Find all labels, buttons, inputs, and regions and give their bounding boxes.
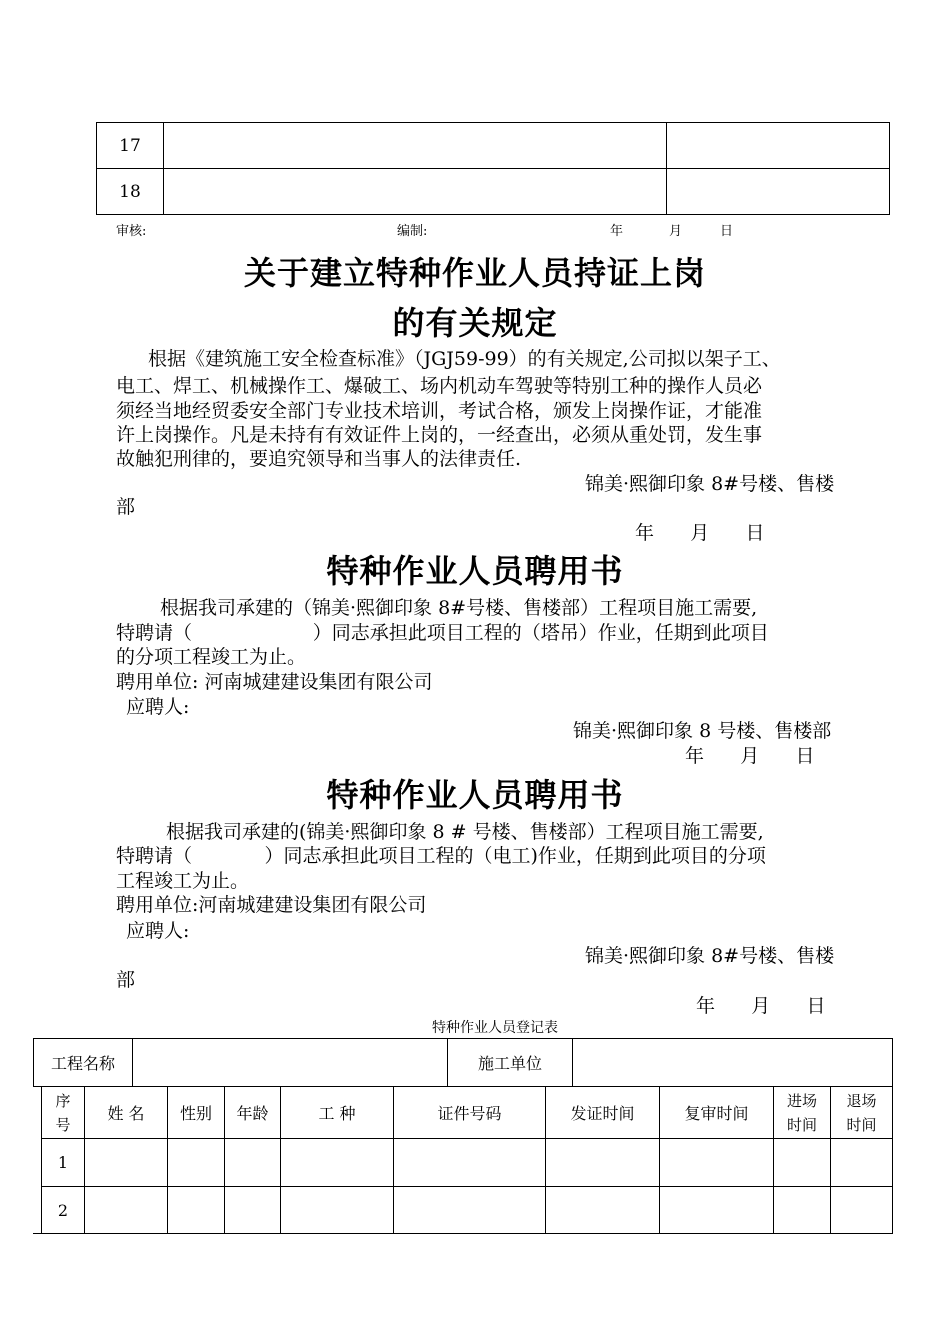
table-cell: [831, 1139, 893, 1187]
regulation-body-line: 根据《建筑施工安全检查标准》（JGJ59-99）的有关规定,公司拟以架子工、: [148, 348, 781, 370]
construction-unit-value: [573, 1039, 893, 1087]
letter1-line: 根据我司承建的（锦美·熙御印象 8#号楼、售楼部）工程项目施工需要,: [160, 597, 758, 619]
table-row: [97, 123, 890, 169]
header-exit-line1: 退场: [846, 1091, 877, 1110]
table-cell: [225, 1139, 281, 1187]
letter2-line: 工程竣工为止。: [116, 870, 250, 892]
regulation-title-line2: 的有关规定: [392, 304, 558, 342]
regulation-title-line1: 关于建立特种作业人员持证上岗: [243, 254, 706, 292]
table-cell: [281, 1187, 394, 1234]
register-table: [41, 1086, 893, 1234]
regulation-body-line: 须经当地经贸委安全部门专业技术培训，考试合格，颁发上岗操作证，才能准: [116, 400, 763, 422]
top-table: [96, 122, 890, 215]
table-cell: [225, 1187, 281, 1234]
row-number: 2: [42, 1187, 85, 1234]
letter2-signature-cont: 部: [116, 969, 136, 991]
table-row: [42, 1139, 893, 1187]
letter1-signature: 锦美·熙御印象 8 号楼、售楼部: [573, 720, 832, 742]
table-cell: [164, 123, 667, 169]
table-cell: [168, 1187, 225, 1234]
year-label: 年: [610, 224, 624, 239]
header-trade: 工 种: [281, 1087, 394, 1139]
header-cert: 证件号码: [394, 1087, 546, 1139]
letter2-line: 根据我司承建的(锦美·熙御印象 8 # 号楼、售楼部）工程项目施工需要,: [166, 821, 764, 843]
regulation-body-line: 电工、焊工、机械操作工、爆破工、场内机动车驾驶等特别工种的操作人员必: [116, 375, 763, 397]
header-no: [42, 1087, 85, 1139]
table-cell: [660, 1139, 774, 1187]
table-cell: [85, 1187, 168, 1234]
row-number: 18: [97, 169, 164, 215]
letter2-applicant: 应聘人:: [126, 920, 190, 942]
letter1-line: 的分项工程竣工为止。: [116, 646, 307, 668]
regulation-date: 年 月 日: [635, 522, 765, 544]
letter1-date: 年 月 日: [685, 745, 815, 767]
header-entry: [774, 1087, 831, 1139]
header-no-line1: 序: [55, 1091, 71, 1110]
table-cell: [394, 1187, 546, 1234]
table-cell: [546, 1139, 660, 1187]
project-name-value: [133, 1039, 448, 1087]
day-label: 日: [720, 224, 734, 239]
header-name: 姓 名: [85, 1087, 168, 1139]
regulation-signature: 锦美·熙御印象 8#号楼、售楼: [585, 473, 835, 495]
table-cell: [164, 169, 667, 215]
row-number: 1: [42, 1139, 85, 1187]
regulation-body-line: 许上岗操作。凡是未持有有效证件上岗的，一经查出，必须从重处罚，发生事: [116, 424, 763, 446]
table-cell: [168, 1139, 225, 1187]
compile-label: 编制:: [397, 224, 428, 239]
letter1-applicant: 应聘人:: [126, 696, 190, 718]
table-cell: [774, 1187, 831, 1234]
review-label: 审核:: [116, 224, 147, 239]
project-name-label: 工程名称: [34, 1039, 133, 1087]
letter2-date: 年 月 日: [696, 995, 826, 1017]
letter2-line: 特聘请（ ）同志承担此项目工程的（电工)作业，任期到此项目的分项: [116, 845, 766, 867]
letter1-line: 特聘请（ ）同志承担此项目工程的（塔吊）作业，任期到此项目: [116, 622, 769, 644]
construction-unit-label: 施工单位: [448, 1039, 573, 1087]
table-cell: [774, 1139, 831, 1187]
regulation-body-line: 故触犯刑律的，要追究领导和当事人的法律责任.: [116, 448, 522, 470]
table-cell: [85, 1139, 168, 1187]
letter1-title: 特种作业人员聘用书: [326, 552, 624, 590]
table-row: [97, 169, 890, 215]
header-review: 复审时间: [660, 1087, 774, 1139]
letter2-title: 特种作业人员聘用书: [326, 776, 624, 814]
header-age: 年龄: [225, 1087, 281, 1139]
letter2-employer: 聘用单位:河南城建建设集团有限公司: [116, 894, 427, 916]
header-gender: 性别: [168, 1087, 225, 1139]
table-row: [42, 1187, 893, 1234]
table-cell: [546, 1187, 660, 1234]
table-cell: [660, 1187, 774, 1234]
table-cell: [281, 1139, 394, 1187]
letter2-signature: 锦美·熙御印象 8#号楼、售楼: [585, 945, 835, 967]
table-cell: [667, 123, 890, 169]
table-cell: [667, 169, 890, 215]
month-label: 月: [669, 224, 683, 239]
header-no-line2: 号: [55, 1115, 71, 1134]
table-cell: [831, 1187, 893, 1234]
header-exit-line2: 时间: [846, 1115, 877, 1134]
register-header-table: [33, 1038, 893, 1087]
header-entry-line1: 进场: [786, 1091, 817, 1110]
regulation-signature-cont: 部: [116, 496, 136, 518]
divider: [33, 1233, 893, 1234]
row-number: 17: [97, 123, 164, 169]
table-cell: [394, 1139, 546, 1187]
letter1-employer: 聘用单位: 河南城建建设集团有限公司: [116, 671, 433, 693]
register-header-row: [42, 1087, 893, 1139]
register-caption: 特种作业人员登记表: [432, 1020, 558, 1036]
header-issue: 发证时间: [546, 1087, 660, 1139]
header-entry-line2: 时间: [786, 1115, 817, 1134]
header-exit: [831, 1087, 893, 1139]
